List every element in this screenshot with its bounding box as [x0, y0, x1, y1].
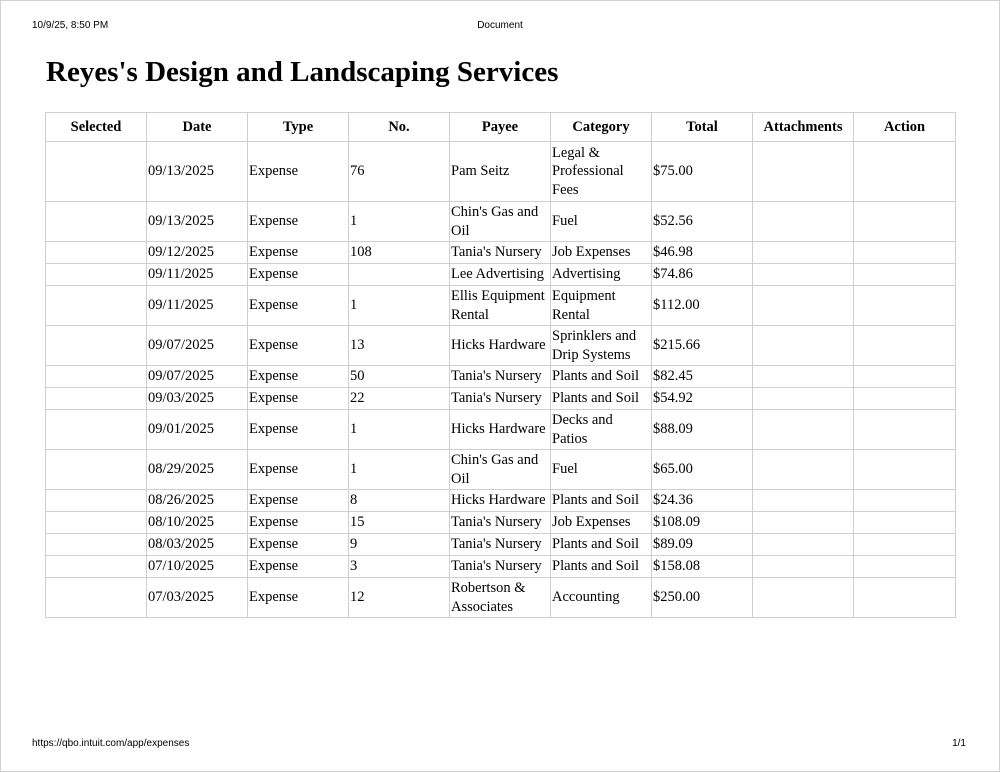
cell-action — [854, 450, 956, 490]
cell-type: Expense — [248, 388, 349, 410]
cell-total: $24.36 — [652, 490, 753, 512]
table-row — [46, 410, 956, 450]
cell-attachments — [753, 366, 854, 388]
cell-payee: Tania's Nursery — [450, 534, 551, 556]
print-doc-title: Document — [477, 20, 523, 31]
cell-category: Equipment Rental — [551, 286, 652, 326]
cell-no: 108 — [349, 242, 450, 264]
cell-payee: Lee Advertising — [450, 264, 551, 286]
cell-date: 09/13/2025 — [147, 142, 248, 202]
cell-action — [854, 326, 956, 366]
cell-payee: Hicks Hardware — [450, 326, 551, 366]
col-header-attachments: Attachments — [753, 113, 854, 142]
cell-action — [854, 202, 956, 242]
cell-no: 1 — [349, 410, 450, 450]
cell-attachments — [753, 326, 854, 366]
cell-payee: Tania's Nursery — [450, 512, 551, 534]
cell-payee: Tania's Nursery — [450, 388, 551, 410]
table-row — [46, 202, 956, 242]
col-header-category: Category — [551, 113, 652, 142]
cell-total: $89.09 — [652, 534, 753, 556]
cell-attachments — [753, 490, 854, 512]
cell-date: 09/01/2025 — [147, 410, 248, 450]
cell-total: $82.45 — [652, 366, 753, 388]
cell-no: 1 — [349, 286, 450, 326]
table-row — [46, 366, 956, 388]
cell-type: Expense — [248, 490, 349, 512]
cell-selected — [46, 410, 147, 450]
cell-no: 8 — [349, 490, 450, 512]
cell-action — [854, 142, 956, 202]
cell-selected — [46, 578, 147, 618]
cell-selected — [46, 202, 147, 242]
cell-category: Fuel — [551, 450, 652, 490]
cell-attachments — [753, 286, 854, 326]
cell-no — [349, 264, 450, 286]
cell-category: Fuel — [551, 202, 652, 242]
table-row — [46, 578, 956, 618]
cell-selected — [46, 388, 147, 410]
cell-payee: Tania's Nursery — [450, 242, 551, 264]
cell-attachments — [753, 142, 854, 202]
cell-action — [854, 578, 956, 618]
col-header-type: Type — [248, 113, 349, 142]
cell-no: 76 — [349, 142, 450, 202]
cell-selected — [46, 142, 147, 202]
cell-total: $108.09 — [652, 512, 753, 534]
cell-action — [854, 556, 956, 578]
cell-type: Expense — [248, 326, 349, 366]
cell-payee: Hicks Hardware — [450, 410, 551, 450]
cell-attachments — [753, 202, 854, 242]
cell-attachments — [753, 534, 854, 556]
cell-no: 15 — [349, 512, 450, 534]
cell-type: Expense — [248, 202, 349, 242]
cell-total: $250.00 — [652, 578, 753, 618]
cell-payee: Ellis Equipment Rental — [450, 286, 551, 326]
cell-action — [854, 534, 956, 556]
cell-selected — [46, 512, 147, 534]
cell-action — [854, 410, 956, 450]
col-header-action: Action — [854, 113, 956, 142]
cell-type: Expense — [248, 534, 349, 556]
cell-attachments — [753, 264, 854, 286]
cell-payee: Pam Seitz — [450, 142, 551, 202]
cell-total: $74.86 — [652, 264, 753, 286]
cell-payee: Robertson & Associates — [450, 578, 551, 618]
col-header-selected: Selected — [46, 113, 147, 142]
cell-payee: Chin's Gas and Oil — [450, 202, 551, 242]
cell-selected — [46, 556, 147, 578]
cell-date: 09/11/2025 — [147, 286, 248, 326]
cell-no: 50 — [349, 366, 450, 388]
print-datetime: 10/9/25, 8:50 PM — [32, 20, 109, 31]
cell-type: Expense — [248, 450, 349, 490]
table-header-row — [46, 113, 956, 142]
cell-selected — [46, 286, 147, 326]
cell-type: Expense — [248, 366, 349, 388]
col-header-no: No. — [349, 113, 450, 142]
print-page-number: 1/1 — [952, 738, 966, 749]
cell-total: $65.00 — [652, 450, 753, 490]
table-row — [46, 512, 956, 534]
cell-action — [854, 366, 956, 388]
cell-selected — [46, 366, 147, 388]
cell-category: Job Expenses — [551, 512, 652, 534]
cell-category: Advertising — [551, 264, 652, 286]
cell-no: 12 — [349, 578, 450, 618]
cell-type: Expense — [248, 512, 349, 534]
report-title: Reyes's Design and Landscaping Services — [46, 56, 559, 88]
cell-selected — [46, 490, 147, 512]
cell-selected — [46, 450, 147, 490]
cell-type: Expense — [248, 264, 349, 286]
table-row — [46, 242, 956, 264]
table-row — [46, 286, 956, 326]
cell-category: Legal & Professional Fees — [551, 142, 652, 202]
cell-date: 09/07/2025 — [147, 366, 248, 388]
cell-action — [854, 490, 956, 512]
print-url: https://qbo.intuit.com/app/expenses — [32, 738, 190, 749]
cell-date: 09/11/2025 — [147, 264, 248, 286]
cell-date: 08/10/2025 — [147, 512, 248, 534]
cell-date: 08/03/2025 — [147, 534, 248, 556]
cell-attachments — [753, 578, 854, 618]
cell-total: $112.00 — [652, 286, 753, 326]
cell-action — [854, 512, 956, 534]
cell-no: 1 — [349, 450, 450, 490]
cell-total: $88.09 — [652, 410, 753, 450]
table-row — [46, 450, 956, 490]
cell-type: Expense — [248, 286, 349, 326]
cell-action — [854, 242, 956, 264]
cell-selected — [46, 534, 147, 556]
cell-no: 13 — [349, 326, 450, 366]
col-header-payee: Payee — [450, 113, 551, 142]
cell-category: Decks and Patios — [551, 410, 652, 450]
cell-category: Plants and Soil — [551, 490, 652, 512]
cell-payee: Hicks Hardware — [450, 490, 551, 512]
cell-attachments — [753, 388, 854, 410]
cell-attachments — [753, 242, 854, 264]
cell-no: 9 — [349, 534, 450, 556]
cell-payee: Chin's Gas and Oil — [450, 450, 551, 490]
cell-category: Sprinklers and Drip Systems — [551, 326, 652, 366]
cell-date: 08/26/2025 — [147, 490, 248, 512]
cell-action — [854, 388, 956, 410]
cell-type: Expense — [248, 242, 349, 264]
cell-total: $75.00 — [652, 142, 753, 202]
cell-category: Plants and Soil — [551, 556, 652, 578]
col-header-total: Total — [652, 113, 753, 142]
cell-category: Plants and Soil — [551, 388, 652, 410]
cell-selected — [46, 326, 147, 366]
cell-category: Plants and Soil — [551, 366, 652, 388]
cell-selected — [46, 242, 147, 264]
table-row — [46, 326, 956, 366]
table-row — [46, 142, 956, 202]
cell-no: 1 — [349, 202, 450, 242]
table-row — [46, 388, 956, 410]
cell-date: 09/07/2025 — [147, 326, 248, 366]
cell-type: Expense — [248, 556, 349, 578]
cell-date: 08/29/2025 — [147, 450, 248, 490]
cell-attachments — [753, 410, 854, 450]
expenses-table — [45, 112, 956, 618]
cell-total: $46.98 — [652, 242, 753, 264]
cell-total: $215.66 — [652, 326, 753, 366]
table-row — [46, 556, 956, 578]
cell-date: 07/10/2025 — [147, 556, 248, 578]
cell-type: Expense — [248, 410, 349, 450]
cell-date: 09/12/2025 — [147, 242, 248, 264]
cell-payee: Tania's Nursery — [450, 366, 551, 388]
cell-date: 09/03/2025 — [147, 388, 248, 410]
table-row — [46, 534, 956, 556]
cell-payee: Tania's Nursery — [450, 556, 551, 578]
cell-type: Expense — [248, 578, 349, 618]
cell-no: 3 — [349, 556, 450, 578]
cell-date: 07/03/2025 — [147, 578, 248, 618]
cell-selected — [46, 264, 147, 286]
cell-attachments — [753, 512, 854, 534]
cell-attachments — [753, 450, 854, 490]
table-row — [46, 490, 956, 512]
col-header-date: Date — [147, 113, 248, 142]
cell-attachments — [753, 556, 854, 578]
cell-date: 09/13/2025 — [147, 202, 248, 242]
cell-type: Expense — [248, 142, 349, 202]
cell-action — [854, 264, 956, 286]
cell-no: 22 — [349, 388, 450, 410]
cell-category: Job Expenses — [551, 242, 652, 264]
table-row — [46, 264, 956, 286]
cell-total: $54.92 — [652, 388, 753, 410]
cell-action — [854, 286, 956, 326]
cell-category: Plants and Soil — [551, 534, 652, 556]
cell-total: $52.56 — [652, 202, 753, 242]
cell-category: Accounting — [551, 578, 652, 618]
cell-total: $158.08 — [652, 556, 753, 578]
